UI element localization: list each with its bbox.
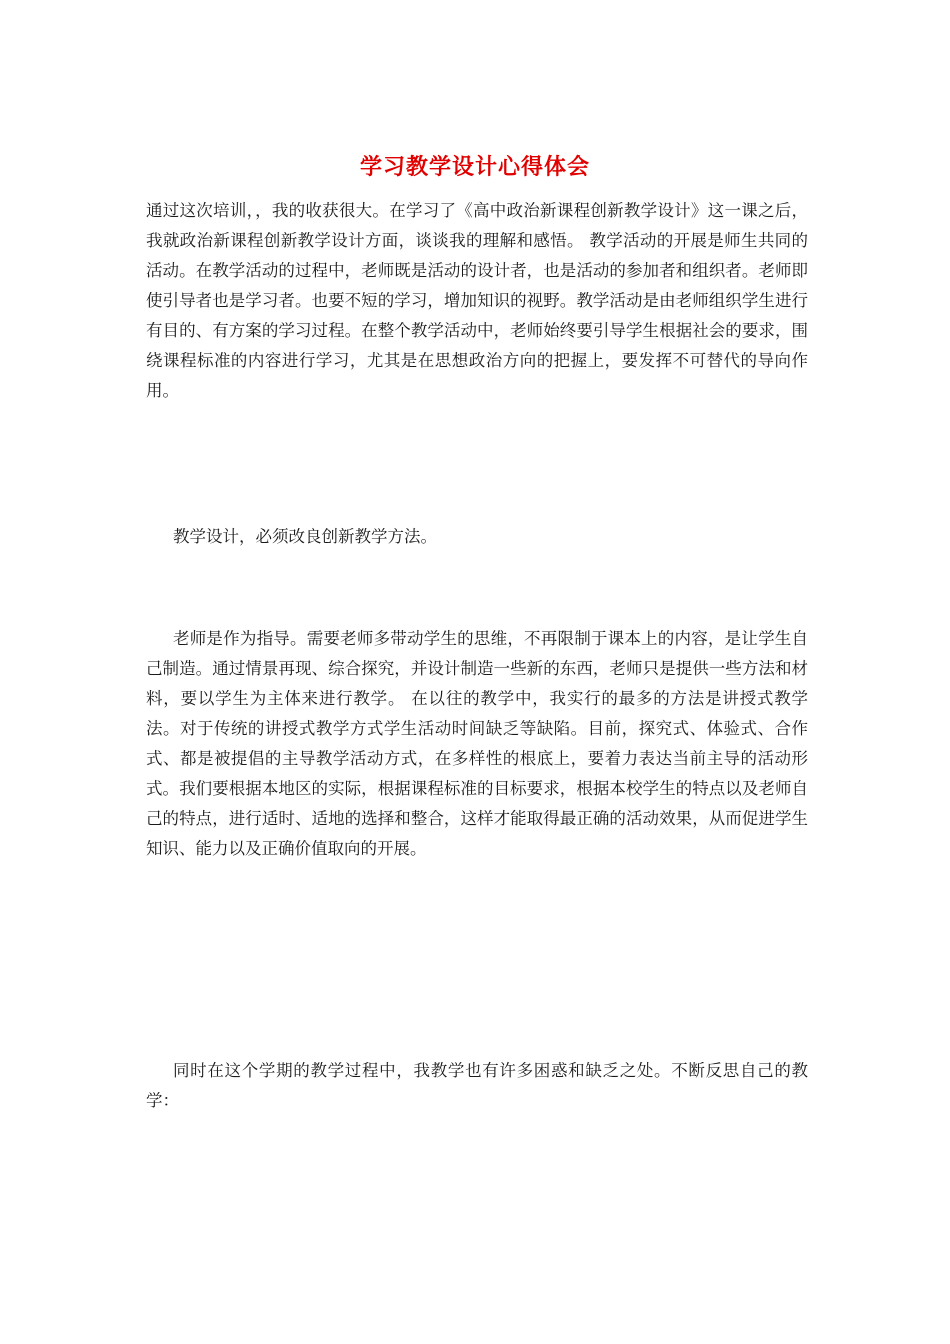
paragraph-method-heading: 教学设计，必须改良创新教学方法。 (173, 527, 437, 546)
page-title: 学习教学设计心得体会 (359, 154, 590, 180)
paragraph-reflection: 同时在这个学期的教学过程中，我教学也有许多困惑和缺乏之处。不断反思自己的教学： (146, 1061, 808, 1110)
paragraph-intro: 通过这次培训，，我的收获很大。在学习了《高中政治新课程创新教学设计》这一课之后，我就政治新课程创新教学设计方面，谈谈我的理解和感悟。 教学活动的开展是师生共同的活动。在教学活动的过程中，老师既是活动的设计者，也是活动的参加者和组织者。老师即使引导者也是学习者。也要不短的学习，增加知识的视野。教学活动是由老师组织学生进行有目的、有方案的学习过程。在整个教学活动中，老师始终要引导学生根据社会的要求，围绕课程标准的内容进行学习，尤其是在思想政治方向的把握上，要发挥不可替代的导向作用。 (146, 201, 808, 400)
paragraph-teacher-guide: 老师是作为指导。需要老师多带动学生的思维，不再限制于课本上的内容，是让学生自己制造。通过情景再现、综合探究，并设计制造一些新的东西，老师只是提供一些方法和材料，要以学生为主体来进行教学。 在以往的教学中，我实行的最多的方法是讲授式教学法。对于传统的讲授式教学方式学生活动时间缺乏等缺陷。目前，探究式、体验式、合作式、都是被提倡的主导教学活动方式，在多样性的根底上，要着力表达当前主导的活动形式。我们要根据本地区的实际，根据课程标准的目标要求，根据本校学生的特点以及老师自己的特点，进行适时、适地的选择和整合，这样才能取得最正确的活动效果，从而促进学生知识、能力以及正确价值取向的开展。 (146, 629, 808, 858)
